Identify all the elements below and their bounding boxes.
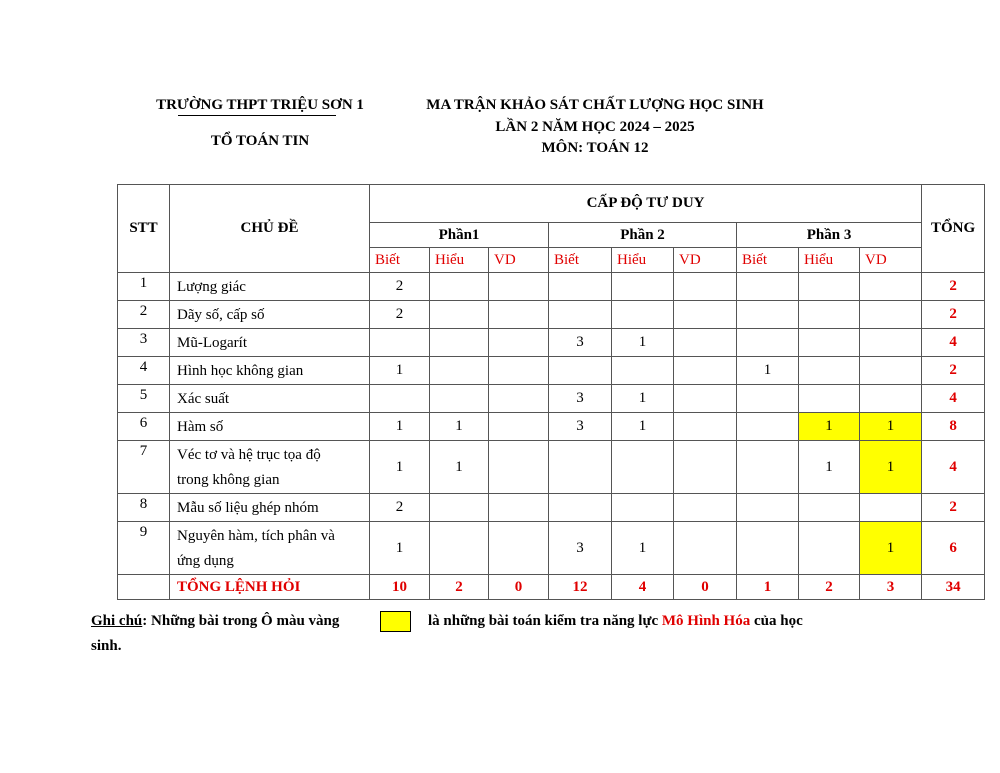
- row-stt: 1: [118, 273, 170, 301]
- note: [91, 614, 339, 629]
- row-total: 2: [922, 357, 985, 385]
- row-topic-line: Véc tơ và hệ trục tọa độ: [177, 447, 321, 463]
- count-cell: [674, 413, 737, 441]
- count-cell: [799, 357, 860, 385]
- row-topic: [170, 441, 370, 494]
- count-cell: [612, 441, 674, 494]
- note-text-2: là những bài toán kiểm tra năng lực: [428, 613, 662, 629]
- header-topic: CHỦ ĐỀ: [170, 185, 370, 273]
- document-subtitle-year: LẦN 2 NĂM HỌC 2024 – 2025: [495, 119, 695, 135]
- count-cell: [612, 494, 674, 522]
- count-cell: [370, 329, 430, 357]
- count-cell: [489, 357, 549, 385]
- subheader-cell: Biết: [549, 248, 612, 273]
- row-topic: [170, 385, 370, 413]
- count-cell: [489, 385, 549, 413]
- count-cell: 3: [549, 385, 612, 413]
- subheader-cell: Biết: [737, 248, 799, 273]
- subheader-cell: Hiểu: [430, 248, 489, 273]
- count-cell: 1: [612, 385, 674, 413]
- header-part-3: Phần 3: [737, 223, 922, 248]
- document-title: MA TRẬN KHẢO SÁT CHẤT LƯỢNG HỌC SINH: [426, 97, 764, 113]
- row-total: 2: [922, 494, 985, 522]
- subheader-cell: Hiểu: [799, 248, 860, 273]
- count-cell: 1: [370, 441, 430, 494]
- count-cell: [799, 494, 860, 522]
- header-stt: STT: [118, 185, 170, 273]
- row-topic-line: Hàm số: [177, 419, 224, 435]
- count-cell: 1: [799, 441, 860, 494]
- total-count-cell: 3: [860, 575, 922, 600]
- count-cell: [549, 273, 612, 301]
- count-cell: [549, 441, 612, 494]
- total-count-cell: 0: [674, 575, 737, 600]
- count-cell: [612, 301, 674, 329]
- note-continuation: [428, 614, 803, 629]
- count-cell: [860, 357, 922, 385]
- total-count-cell: 10: [370, 575, 430, 600]
- count-cell: [489, 413, 549, 441]
- row-topic-line: Nguyên hàm, tích phân và: [177, 528, 335, 544]
- note-text-3: của học: [750, 613, 803, 629]
- row-stt: 9: [118, 522, 170, 575]
- count-cell: [674, 385, 737, 413]
- count-cell: 2: [370, 494, 430, 522]
- header-levels: CẤP ĐỘ TƯ DUY: [370, 185, 922, 223]
- total-count-cell: 12: [549, 575, 612, 600]
- count-cell: [430, 273, 489, 301]
- note-label: Ghi chú: [91, 613, 143, 629]
- count-cell: [430, 522, 489, 575]
- count-cell: [860, 385, 922, 413]
- row-stt: 2: [118, 301, 170, 329]
- total-count-cell: 1: [737, 575, 799, 600]
- count-cell: [370, 385, 430, 413]
- subheader-cell: VD: [674, 248, 737, 273]
- total-row-label: TỔNG LỆNH HỎI: [170, 575, 370, 600]
- total-row-stt: [118, 575, 170, 600]
- count-cell: 1: [612, 522, 674, 575]
- table-row: [118, 329, 985, 357]
- row-topic-line: Lượng giác: [177, 279, 246, 295]
- count-cell: [674, 301, 737, 329]
- total-count-cell: 2: [799, 575, 860, 600]
- subheader-cell: Biết: [370, 248, 430, 273]
- count-cell: [737, 494, 799, 522]
- count-cell: [674, 329, 737, 357]
- note-text-1: : Những bài trong Ô màu vàng: [142, 613, 340, 629]
- count-cell: 1: [612, 413, 674, 441]
- count-cell: [489, 522, 549, 575]
- count-cell: 3: [549, 522, 612, 575]
- count-cell: 1: [860, 441, 922, 494]
- row-topic-line: Hình học không gian: [177, 363, 304, 379]
- table-row: [118, 441, 985, 494]
- count-cell: 1: [430, 413, 489, 441]
- count-cell: 1: [370, 413, 430, 441]
- row-topic-line: Xác suất: [177, 391, 230, 407]
- count-cell: [489, 494, 549, 522]
- count-cell: [430, 357, 489, 385]
- total-count-cell: 2: [430, 575, 489, 600]
- note-highlight: Mô Hình Hóa: [661, 613, 751, 629]
- count-cell: [737, 441, 799, 494]
- row-stt: 7: [118, 441, 170, 494]
- total-count-cell: 0: [489, 575, 549, 600]
- count-cell: [430, 329, 489, 357]
- school-underline: [178, 115, 336, 116]
- subheader-cell: Hiểu: [612, 248, 674, 273]
- count-cell: [549, 357, 612, 385]
- count-cell: [860, 329, 922, 357]
- row-topic: [170, 413, 370, 441]
- table-row: [118, 494, 985, 522]
- count-cell: [612, 273, 674, 301]
- table-row: [118, 413, 985, 441]
- department-name: TỔ TOÁN TIN: [210, 133, 310, 149]
- count-cell: [799, 301, 860, 329]
- count-cell: 3: [549, 413, 612, 441]
- row-total: 4: [922, 441, 985, 494]
- count-cell: [860, 301, 922, 329]
- school-name: TRƯỜNG THPT TRIỆU SƠN 1: [156, 97, 364, 113]
- row-topic-line: ứng dụng: [177, 553, 234, 569]
- subheader-cell: VD: [489, 248, 549, 273]
- row-stt: 8: [118, 494, 170, 522]
- count-cell: 1: [737, 357, 799, 385]
- count-cell: 2: [370, 301, 430, 329]
- count-cell: [489, 301, 549, 329]
- count-cell: [549, 494, 612, 522]
- count-cell: 1: [799, 413, 860, 441]
- row-stt: 5: [118, 385, 170, 413]
- count-cell: [860, 273, 922, 301]
- count-cell: [430, 494, 489, 522]
- row-total: 4: [922, 385, 985, 413]
- row-topic-line: trong không gian: [177, 472, 280, 488]
- count-cell: [860, 494, 922, 522]
- row-topic: [170, 357, 370, 385]
- row-topic: [170, 522, 370, 575]
- count-cell: [489, 329, 549, 357]
- count-cell: [737, 385, 799, 413]
- row-topic-line: Mũ-Logarít: [177, 335, 247, 351]
- matrix-table: [117, 184, 985, 600]
- row-total: 2: [922, 273, 985, 301]
- row-stt: 6: [118, 413, 170, 441]
- count-cell: [737, 301, 799, 329]
- table-row: [118, 301, 985, 329]
- row-stt: 4: [118, 357, 170, 385]
- row-total: 2: [922, 301, 985, 329]
- row-topic: [170, 273, 370, 301]
- table-row: [118, 522, 985, 575]
- row-total: 8: [922, 413, 985, 441]
- count-cell: [674, 441, 737, 494]
- count-cell: [737, 413, 799, 441]
- count-cell: [799, 385, 860, 413]
- count-cell: [799, 522, 860, 575]
- count-cell: [430, 385, 489, 413]
- note-end: sinh.: [91, 638, 122, 654]
- header-part-2: Phần 2: [549, 223, 737, 248]
- count-cell: [674, 357, 737, 385]
- yellow-legend-swatch: [380, 611, 411, 632]
- row-topic-line: Mẫu số liệu ghép nhóm: [177, 500, 319, 516]
- count-cell: 1: [860, 413, 922, 441]
- table-row: [118, 357, 985, 385]
- count-cell: [489, 273, 549, 301]
- table-row: [118, 273, 985, 301]
- count-cell: [737, 522, 799, 575]
- row-total: 4: [922, 329, 985, 357]
- count-cell: [430, 301, 489, 329]
- count-cell: 1: [612, 329, 674, 357]
- total-count-cell: 4: [612, 575, 674, 600]
- count-cell: 1: [370, 357, 430, 385]
- document-subtitle-subject: MÔN: TOÁN 12: [541, 140, 649, 156]
- count-cell: [612, 357, 674, 385]
- count-cell: 1: [860, 522, 922, 575]
- count-cell: [674, 273, 737, 301]
- count-cell: 1: [430, 441, 489, 494]
- count-cell: [799, 329, 860, 357]
- count-cell: [674, 522, 737, 575]
- count-cell: [737, 273, 799, 301]
- count-cell: [489, 441, 549, 494]
- row-topic: [170, 301, 370, 329]
- count-cell: [737, 329, 799, 357]
- count-cell: [549, 301, 612, 329]
- count-cell: 3: [549, 329, 612, 357]
- count-cell: [799, 273, 860, 301]
- header-total: TỔNG: [922, 185, 985, 273]
- row-topic: [170, 329, 370, 357]
- subheader-cell: VD: [860, 248, 922, 273]
- count-cell: 2: [370, 273, 430, 301]
- grand-total: 34: [922, 575, 985, 600]
- row-topic-line: Dãy số, cấp số: [177, 307, 265, 323]
- row-total: 6: [922, 522, 985, 575]
- row-stt: 3: [118, 329, 170, 357]
- table-row: [118, 385, 985, 413]
- count-cell: 1: [370, 522, 430, 575]
- total-row: [118, 575, 985, 600]
- row-topic: [170, 494, 370, 522]
- count-cell: [674, 494, 737, 522]
- header-part-1: Phần1: [370, 223, 549, 248]
